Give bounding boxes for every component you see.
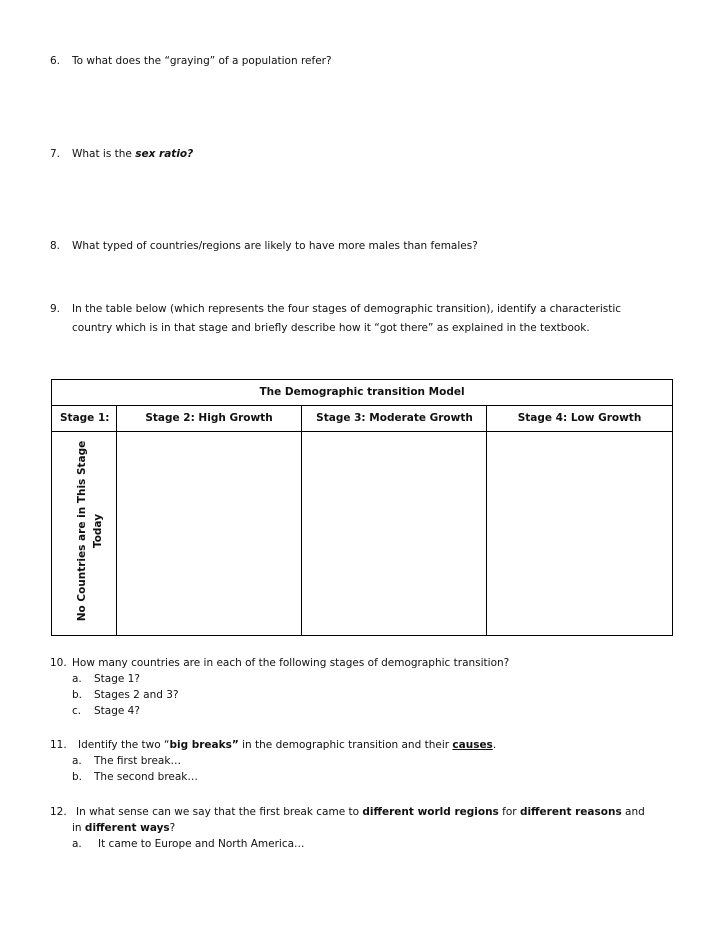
question-number: 7. <box>50 148 61 160</box>
table-header-row <box>52 405 672 432</box>
question-text: In what sense can we say that the first break came to <box>76 806 363 818</box>
question-8 <box>50 238 698 254</box>
question-number: 6. <box>50 55 61 67</box>
question-number: 8. <box>50 240 61 252</box>
sub-item <box>50 687 698 703</box>
question-text: What is the <box>72 148 136 160</box>
question-text: . <box>492 739 497 751</box>
question-6 <box>50 53 698 69</box>
sub-item-letter: a. <box>72 755 82 767</box>
stage-1-side-label <box>62 436 117 626</box>
sub-item <box>50 703 698 719</box>
question-number: 11. <box>50 739 67 751</box>
question-text: and <box>621 806 645 818</box>
sub-item <box>50 769 698 785</box>
sub-item <box>50 671 698 687</box>
sub-item <box>50 836 698 852</box>
stage-2-answer-cell[interactable] <box>117 432 300 634</box>
demographic-transition-table <box>51 379 673 636</box>
question-text: in the demographic transition and their <box>238 739 453 751</box>
emphasized-term: different ways <box>84 822 170 834</box>
question-number: 12. <box>50 806 67 818</box>
question-text: Identify the two “ <box>78 739 170 751</box>
sub-item-text: Stage 4? <box>94 705 140 717</box>
question-12 <box>50 804 698 852</box>
sub-item-text: The first break… <box>94 755 181 767</box>
stage-3-answer-cell[interactable] <box>302 432 485 634</box>
question-10 <box>50 655 698 719</box>
stage-4-answer-cell[interactable] <box>487 432 671 634</box>
question-number: 9. <box>50 303 61 315</box>
question-text: in <box>72 822 85 834</box>
question-text: What typed of countries/regions are likely to have more males than females? <box>72 240 478 252</box>
sub-item-text: The second break… <box>94 771 198 783</box>
emphasized-term: causes <box>452 739 493 751</box>
sub-item-text: Stages 2 and 3? <box>94 689 179 701</box>
question-text: How many countries are in each of the following stages of demographic transition? <box>72 657 510 669</box>
header-stage-2: Stage 2: High Growth <box>145 412 273 424</box>
question-text-line-2: country which is in that stage and briefly describe how it “got there” as explained in the textbook. <box>72 322 590 334</box>
emphasized-term: different reasons <box>519 806 622 818</box>
sub-item-text: It came to Europe and North America… <box>98 838 305 850</box>
emphasized-term: big breaks” <box>169 739 239 751</box>
question-number: 10. <box>50 657 67 669</box>
side-label-line-2: Today <box>91 513 104 549</box>
question-7 <box>50 146 698 162</box>
question-text: ? <box>169 822 176 834</box>
table-title: The Demographic transition Model <box>52 380 672 406</box>
header-stage-4: Stage 4: Low Growth <box>517 412 642 424</box>
sub-item-text: Stage 1? <box>94 673 140 685</box>
question-text-line-1: In the table below (which represents the four stages of demographic transition), identify a characteristic <box>72 303 622 315</box>
sub-item-letter: c. <box>72 705 82 717</box>
sub-item <box>50 753 698 769</box>
emphasized-term: different world regions <box>362 806 499 818</box>
question-11 <box>50 737 698 785</box>
emphasized-term: sex ratio? <box>135 148 194 160</box>
question-text: To what does the “graying” of a population refer? <box>72 55 332 67</box>
side-label-line-1: No Countries are in This Stage <box>75 440 88 622</box>
question-9 <box>50 300 698 338</box>
sub-item-letter: b. <box>72 771 83 783</box>
question-text: for <box>498 806 520 818</box>
sub-item-letter: a. <box>72 838 82 850</box>
header-stage-3: Stage 3: Moderate Growth <box>316 412 473 424</box>
header-stage-1: Stage 1: <box>60 412 110 424</box>
sub-item-letter: b. <box>72 689 83 701</box>
sub-item-letter: a. <box>72 673 82 685</box>
